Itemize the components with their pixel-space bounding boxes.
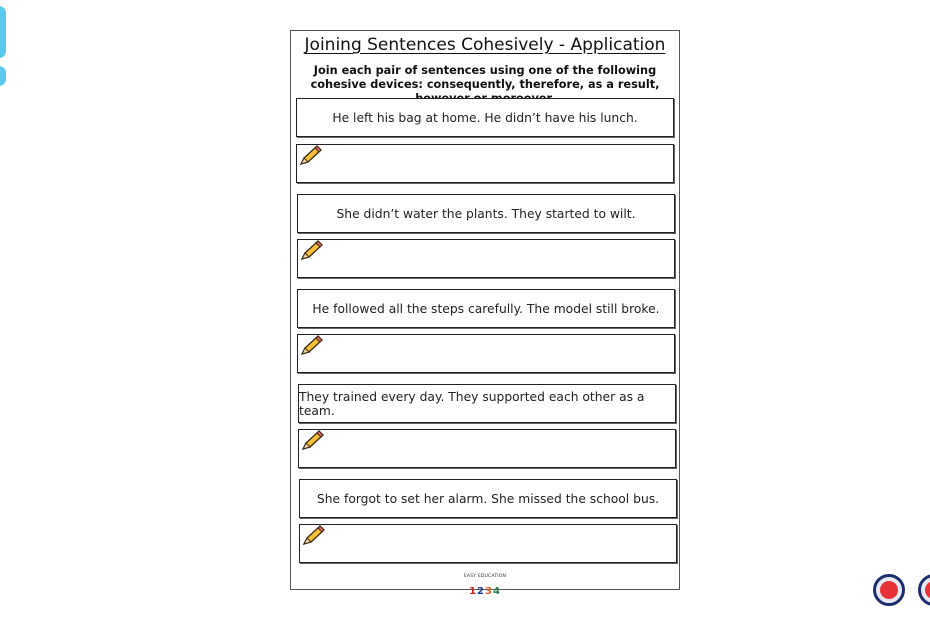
sentence-pair-box [297,289,675,328]
answer-box[interactable] [296,144,674,183]
pencil-icon [299,240,323,262]
sentence-pair-text: They trained every day. They supported each other as a team. [299,389,645,418]
sentence-pair-box [299,479,677,518]
record-button[interactable] [873,574,905,606]
pencil-icon [301,525,325,547]
sentence-pair-box [297,194,675,233]
logo-digit: 1 [469,586,478,597]
answer-box[interactable] [297,334,675,373]
logo-digit: 4 [492,586,501,597]
sentence-pair-box [296,98,674,137]
worksheet-instruction: Join each pair of sentences using one of the following cohesive devices: consequently, therefore, as a result, [310,64,660,91]
answer-box[interactable] [298,429,676,468]
publisher-logo [291,573,679,597]
sentence-pair-text: She didn’t water the plants. They started to wilt. [336,206,636,221]
sentence-pair-text: He followed all the steps carefully. The model still broke. [312,301,660,316]
answer-box[interactable] [297,239,675,278]
pencil-icon [298,145,322,167]
record-icon [880,581,898,599]
worksheet-title: Joining Sentences Cohesively - Application [304,35,666,55]
exclamation-icon [0,6,10,86]
logo-brand-text: EASY EDUCATION [463,574,507,579]
record-button-secondary[interactable] [918,574,930,606]
record-icon [925,581,930,599]
sentence-pair-text: He left his bag at home. He didn’t have his lunch. [332,110,638,125]
worksheet [290,30,680,597]
sentence-pair-text: She forgot to set her alarm. She missed the school bus. [316,491,660,506]
sentence-pair-box [298,384,676,423]
pencil-icon [300,430,324,452]
answer-box[interactable] [299,524,677,563]
logo-digit: 3 [485,586,493,597]
logo-digits [469,587,501,597]
pencil-icon [299,335,323,357]
logo-digit: 2 [477,586,485,597]
